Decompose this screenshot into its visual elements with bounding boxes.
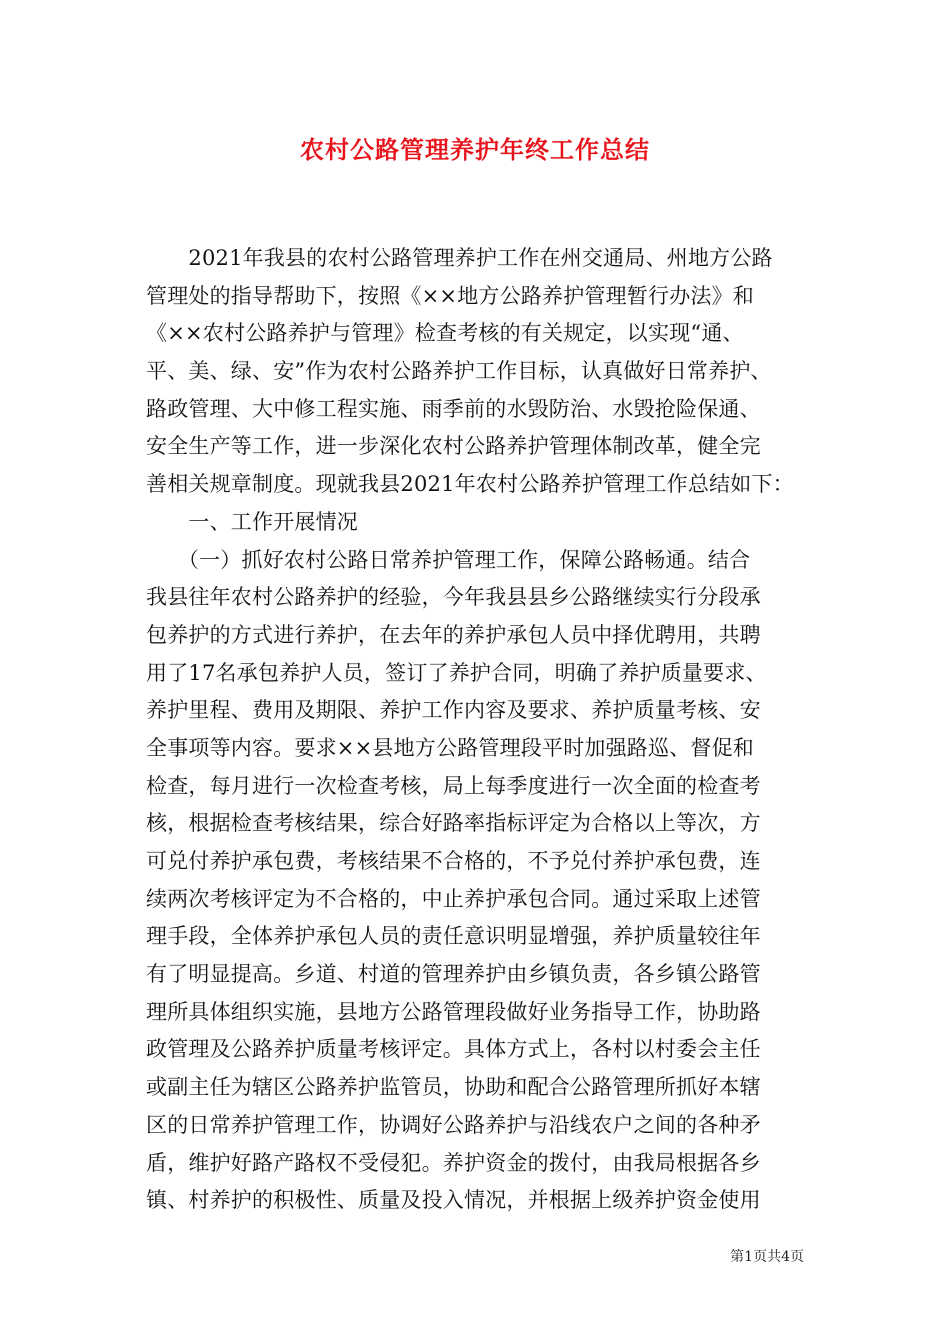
text-line: 路政管理、大中修工程实施、雨季前的水毁防治、水毁抢险保通、 bbox=[146, 396, 761, 421]
text-line: 我县往年农村公路养护的经验，今年我县县乡公路继续实行分段承 bbox=[146, 585, 761, 610]
text-line: 镇、村养护的积极性、质量及投入情况，并根据上级养护资金使用 bbox=[146, 1188, 761, 1213]
text-line: 盾，维护好路产路权不受侵犯。养护资金的拨付，由我局根据各乡 bbox=[146, 1150, 761, 1175]
text-line: 有了明显提高。乡道、村道的管理养护由乡镇负责，各乡镇公路管 bbox=[146, 962, 761, 987]
text-line: 或副主任为辖区公路养护监管员，协助和配合公路管理所抓好本辖 bbox=[146, 1075, 761, 1100]
text-line: 用了17名承包养护人员，签订了养护合同，明确了养护质量要求、 bbox=[146, 660, 767, 685]
text-line: 养护里程、费用及期限、养护工作内容及要求、养护质量考核、安 bbox=[146, 698, 761, 723]
text-line: 可兑付养护承包费，考核结果不合格的，不予兑付养护承包费，连 bbox=[146, 849, 761, 873]
text-line: 理手段，全体养护承包人员的责任意识明显增强，养护质量较往年 bbox=[146, 924, 761, 949]
text-line: 区的日常养护管理工作，协调好公路养护与沿线农户之间的各种矛 bbox=[146, 1112, 761, 1137]
text-line: 《××农村公路养护与管理》检查考核的有关规定，以实现“通、 bbox=[146, 321, 744, 346]
section-heading: 一、工作开展情况 bbox=[146, 509, 358, 534]
text-line: 管理处的指导帮助下，按照《××地方公路养护管理暂行办法》和 bbox=[146, 283, 754, 308]
page-number-footer: 第1页共4页 bbox=[730, 1249, 804, 1265]
document-title: 农村公路管理养护年终工作总结 bbox=[300, 135, 650, 164]
text-line: 全事项等内容。要求××县地方公路管理段平时加强路巡、督促和 bbox=[146, 735, 754, 760]
text-line: 善相关规章制度。现就我县2021年农村公路养护管理工作总结如下： bbox=[146, 472, 794, 497]
text-line: 检查，每月进行一次检查考核，局上每季度进行一次全面的检查考 bbox=[146, 773, 761, 798]
text-line: 包养护的方式进行养护，在去年的养护承包人员中择优聘用，共聘 bbox=[146, 622, 761, 647]
text-line: 政管理及公路养护质量考核评定。具体方式上，各村以村委会主任 bbox=[146, 1037, 761, 1062]
text-line: 理所具体组织实施，县地方公路管理段做好业务指导工作，协助路 bbox=[146, 999, 761, 1024]
text-line: 核，根据检查考核结果，综合好路率指标评定为合格以上等次，方 bbox=[146, 811, 761, 836]
text-line: （一）抓好农村公路日常养护管理工作，保障公路畅通。结合 bbox=[146, 547, 751, 572]
text-line: 续两次考核评定为不合格的，中止养护承包合同。通过采取上述管 bbox=[146, 886, 761, 911]
body-text bbox=[146, 240, 826, 1220]
text-line: 安全生产等工作，进一步深化农村公路养护管理体制改革，健全完 bbox=[146, 434, 761, 459]
text-line: 平、美、绿、安”作为农村公路养护工作目标，认真做好日常养护、 bbox=[146, 359, 772, 384]
text-line: 2021年我县的农村公路管理养护工作在州交通局、州地方公路 bbox=[146, 246, 773, 270]
